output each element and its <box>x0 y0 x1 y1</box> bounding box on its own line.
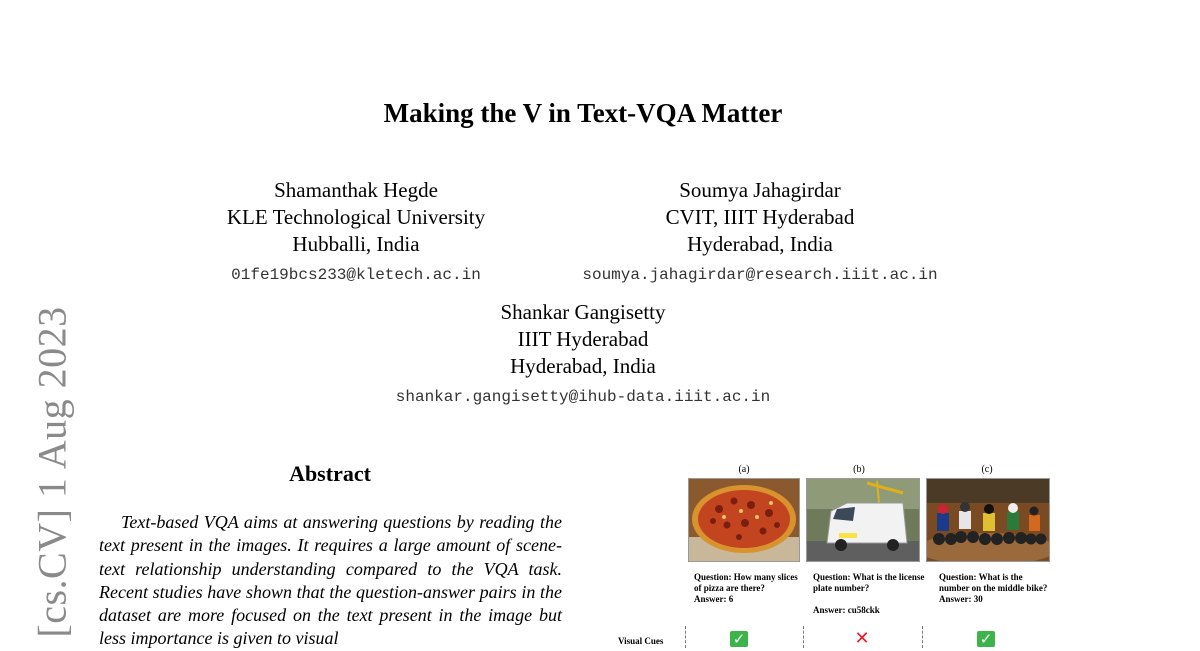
author-block-1 <box>206 177 506 258</box>
author-affiliation: KLE Technological University <box>226 205 486 229</box>
abstract-heading: Abstract <box>289 461 371 486</box>
author-location: Hyderabad, India <box>687 232 833 256</box>
question-answer-b <box>813 572 925 616</box>
column-separator <box>922 626 923 648</box>
teaser-figure <box>610 460 1070 648</box>
author-block-3 <box>383 299 783 380</box>
answer-text: Answer: cu58ckk <box>813 605 880 615</box>
paper-title: Making the V in Text-VQA Matter <box>383 98 783 128</box>
motorbike-race-photo <box>926 478 1050 562</box>
answer-text: Answer: 30 <box>939 594 983 604</box>
panel-label: (b) <box>853 464 865 475</box>
author-email: soumya.jahagirdar@research.iiit.ac.in <box>582 266 938 284</box>
author-email: shankar.gangisetty@ihub-data.iiit.ac.in <box>395 388 771 406</box>
author-block-2 <box>600 177 920 258</box>
visual-cues-label: Visual Cues <box>618 636 664 646</box>
question-answer-c <box>939 572 1051 605</box>
author-name: Shankar Gangisetty <box>500 300 666 324</box>
panel-label: (a) <box>738 464 750 475</box>
column-separator <box>803 626 804 648</box>
question-answer-a <box>694 572 806 605</box>
pizza-photo <box>688 478 800 562</box>
abstract-text: Text-based VQA aims at answering questions by reading the text present in the images. It requires a large amount of scene-text relationship understanding compared to the VQA task. Recent studies have shown that the question-answer pairs in the dataset are more focused on the text present in the image but less importance is given to visual <box>99 512 562 649</box>
author-affiliation: IIIT Hyderabad <box>517 327 649 351</box>
author-affiliation: CVIT, IIIT Hyderabad <box>665 205 855 229</box>
author-name: Soumya Jahagirdar <box>679 178 841 202</box>
arxiv-identifier-stamp: [cs.CV] 1 Aug 2023 <box>29 306 75 638</box>
cross-icon: ✕ <box>854 628 870 649</box>
author-location: Hyderabad, India <box>510 354 656 378</box>
check-icon: ✓ <box>730 631 748 647</box>
panel-label: (c) <box>981 464 993 475</box>
check-icon: ✓ <box>977 631 995 647</box>
author-location: Hubballi, India <box>292 232 420 256</box>
answer-text: Answer: 6 <box>694 594 734 604</box>
column-separator <box>685 626 686 648</box>
question-text: Question: How many slices of pizza are there? <box>694 572 798 593</box>
author-name: Shamanthak Hegde <box>274 178 438 202</box>
white-van-photo <box>806 478 920 562</box>
author-email: 01fe19bcs233@kletech.ac.in <box>231 266 481 284</box>
question-text: Question: What is the number on the middle bike? <box>939 572 1048 593</box>
question-text: Question: What is the license plate number? <box>813 572 925 593</box>
